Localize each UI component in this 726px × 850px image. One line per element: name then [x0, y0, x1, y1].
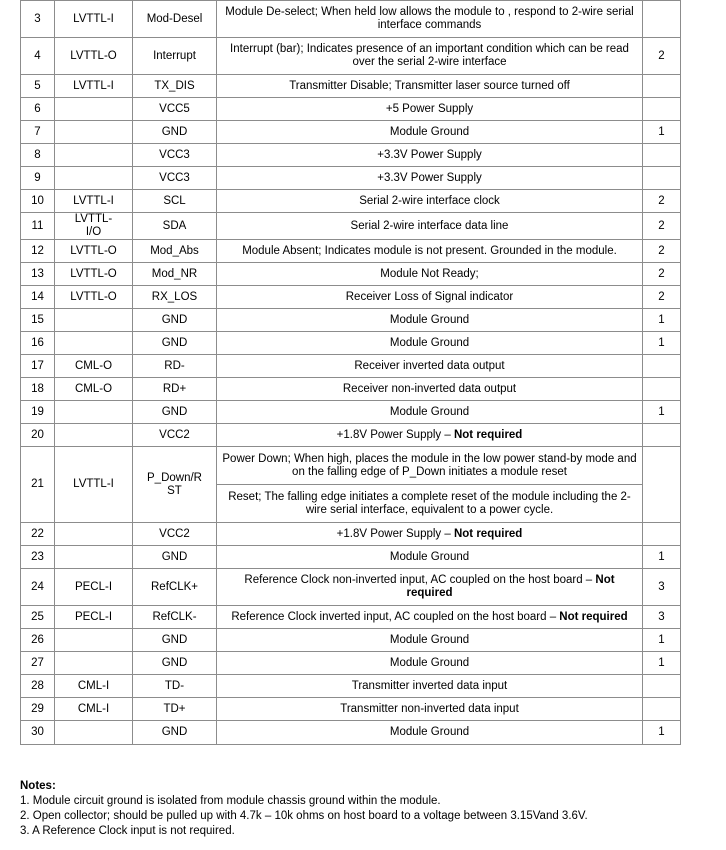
description-text: Receiver inverted data output: [354, 359, 505, 372]
logic-type: [55, 652, 133, 675]
description-text: Receiver Loss of Signal indicator: [345, 290, 514, 303]
pin-note: [643, 167, 681, 190]
pin-number: 6: [21, 98, 55, 121]
logic-type: [55, 424, 133, 447]
pin-symbol: Mod_NR: [133, 263, 217, 286]
logic-type: LVTTL- I/O: [55, 213, 133, 240]
pin-description: [217, 121, 643, 144]
pin-note: [643, 144, 681, 167]
description-text: Serial 2-wire interface clock: [359, 194, 500, 207]
pin-symbol: VCC5: [133, 98, 217, 121]
pin-symbol: RD+: [133, 378, 217, 401]
note-item: 1. Module circuit ground is isolated from module chassis ground within the module.: [20, 795, 441, 807]
pin-number: 30: [21, 721, 55, 745]
pin-note: [643, 378, 681, 401]
pin-number: 24: [21, 569, 55, 606]
pin-description: [217, 401, 643, 424]
table-row: [21, 675, 681, 698]
pin-symbol: VCC3: [133, 167, 217, 190]
pin-note: [643, 698, 681, 721]
pin-note: 1: [643, 546, 681, 569]
pin-note: 2: [643, 286, 681, 309]
logic-type: [55, 167, 133, 190]
table-row: [21, 698, 681, 721]
pin-symbol: VCC2: [133, 523, 217, 546]
pin-number: 4: [21, 38, 55, 75]
table-row: [21, 121, 681, 144]
pin-symbol: RD-: [133, 355, 217, 378]
pin-number: 26: [21, 629, 55, 652]
pin-symbol: GND: [133, 121, 217, 144]
table-row: [21, 652, 681, 675]
pin-number: 13: [21, 263, 55, 286]
pin-description: [217, 286, 643, 309]
pin-number: 10: [21, 190, 55, 213]
pin-note: 1: [643, 401, 681, 424]
pin-symbol: TX_DIS: [133, 75, 217, 98]
pin-symbol: GND: [133, 721, 217, 745]
notes-title: Notes:: [20, 780, 56, 792]
pin-number: 23: [21, 546, 55, 569]
logic-type: LVTTL-I: [55, 190, 133, 213]
logic-type: [55, 144, 133, 167]
pin-description: [217, 190, 643, 213]
pin-number: 15: [21, 309, 55, 332]
pin-symbol: Mod-Desel: [133, 1, 217, 38]
pin-symbol: TD+: [133, 698, 217, 721]
pin-description: [217, 569, 643, 606]
logic-type: LVTTL-O: [55, 38, 133, 75]
logic-type: [55, 546, 133, 569]
pin-description: [217, 424, 643, 447]
logic-type: PECL-I: [55, 606, 133, 629]
table-row: [21, 447, 681, 485]
pin-description: [217, 75, 643, 98]
pin-note: 3: [643, 606, 681, 629]
pin-description: [217, 629, 643, 652]
pin-description: [217, 485, 643, 523]
table-row: [21, 523, 681, 546]
pin-symbol: GND: [133, 401, 217, 424]
description-text: Interrupt (bar); Indicates presence of an important condition which can be read over the serial 2-wire interface: [230, 43, 629, 68]
pin-number: 27: [21, 652, 55, 675]
pin-symbol: RX_LOS: [133, 286, 217, 309]
pin-number: 14: [21, 286, 55, 309]
pin-note: 3: [643, 569, 681, 606]
pin-number: 28: [21, 675, 55, 698]
pin-symbol: P_Down/R ST: [133, 447, 217, 523]
pin-description: [217, 675, 643, 698]
pin-description: [217, 213, 643, 240]
table-row: [21, 424, 681, 447]
logic-type: PECL-I: [55, 569, 133, 606]
pin-number: 29: [21, 698, 55, 721]
table-row: [21, 190, 681, 213]
pin-description: [217, 240, 643, 263]
description-text: +5 Power Supply: [385, 102, 474, 115]
description-text: Receiver non-inverted data output: [342, 382, 517, 395]
pin-symbol: TD-: [133, 675, 217, 698]
description-text: Module Ground: [389, 633, 470, 646]
logic-type: LVTTL-O: [55, 286, 133, 309]
table-row: [21, 629, 681, 652]
description-text: Power Down; When high, places the module in the low power stand-by mode and on the falling edge of P_Down initiates a module reset: [222, 452, 637, 478]
pin-description: [217, 309, 643, 332]
table-row: [21, 38, 681, 75]
pin-note: 1: [643, 652, 681, 675]
description-text: Module Ground: [389, 336, 470, 349]
pin-note: 1: [643, 629, 681, 652]
pin-description: [217, 447, 643, 485]
logic-type: LVTTL-I: [55, 447, 133, 523]
logic-type: LVTTL-I: [55, 1, 133, 38]
pin-note: 2: [643, 38, 681, 75]
pin-note: 1: [643, 332, 681, 355]
pin-number: 25: [21, 606, 55, 629]
logic-type: CML-I: [55, 698, 133, 721]
pin-symbol: GND: [133, 629, 217, 652]
logic-type: CML-I: [55, 675, 133, 698]
table-row: [21, 144, 681, 167]
logic-type: [55, 309, 133, 332]
pin-description: [217, 721, 643, 745]
pin-number: 8: [21, 144, 55, 167]
note-item: 2. Open collector; should be pulled up with 4.7k – 10k ohms on host board to a voltage between 3.15Vand 3.6V.: [20, 810, 588, 822]
logic-type: LVTTL-I: [55, 75, 133, 98]
pin-symbol: Interrupt: [133, 38, 217, 75]
pin-number: 18: [21, 378, 55, 401]
pin-symbol: RefCLK+: [133, 569, 217, 606]
table-row: [21, 606, 681, 629]
pin-number: 3: [21, 1, 55, 38]
pin-number: 9: [21, 167, 55, 190]
description-text: Module Ground: [389, 550, 470, 563]
pin-number: 19: [21, 401, 55, 424]
table-row: [21, 569, 681, 606]
pin-note: 1: [643, 121, 681, 144]
pin-description: [217, 98, 643, 121]
pin-description: [217, 167, 643, 190]
pin-description: [217, 144, 643, 167]
pin-symbol: GND: [133, 309, 217, 332]
pin-number: 12: [21, 240, 55, 263]
table-row: [21, 98, 681, 121]
pin-description: [217, 332, 643, 355]
logic-type: [55, 401, 133, 424]
not-required-label: Not required: [453, 428, 523, 441]
pin-symbol: Mod_Abs: [133, 240, 217, 263]
pin-description: [217, 698, 643, 721]
pin-note: [643, 75, 681, 98]
logic-type: LVTTL-O: [55, 240, 133, 263]
description-text: Module Ground: [389, 405, 470, 418]
pin-number: 5: [21, 75, 55, 98]
pin-symbol: GND: [133, 652, 217, 675]
description-text: Module De-select; When held low allows the module to , respond to 2-wire serial interface commands: [225, 6, 634, 31]
not-required-label: Not required: [453, 527, 523, 540]
pin-note: [643, 1, 681, 38]
table-row: [21, 378, 681, 401]
pin-number: 16: [21, 332, 55, 355]
logic-type: CML-O: [55, 355, 133, 378]
pin-symbol: VCC3: [133, 144, 217, 167]
description-text: +1.8V Power Supply –: [336, 527, 454, 540]
description-text: Serial 2-wire interface data line: [350, 219, 509, 232]
logic-type: [55, 629, 133, 652]
pin-number: 21: [21, 447, 55, 523]
not-required-label: Not required: [559, 610, 628, 623]
description-text: Module Ground: [389, 125, 470, 138]
pin-number: 20: [21, 424, 55, 447]
pin-symbol: GND: [133, 546, 217, 569]
description-text: +3.3V Power Supply: [377, 148, 482, 161]
pin-note: 2: [643, 263, 681, 286]
pin-description: [217, 546, 643, 569]
pin-note: [643, 355, 681, 378]
logic-type: [55, 332, 133, 355]
pin-note: 1: [643, 721, 681, 745]
description-text: Module Ground: [389, 656, 470, 669]
table-row: [21, 75, 681, 98]
table-row: [21, 332, 681, 355]
pin-description: [217, 263, 643, 286]
description-text: Reference Clock non-inverted input, AC coupled on the host board –: [244, 574, 596, 586]
pin-description: [217, 606, 643, 629]
logic-type: [55, 121, 133, 144]
description-text: Transmitter non-inverted data input: [340, 702, 519, 715]
logic-type: [55, 721, 133, 745]
pin-description: [217, 652, 643, 675]
pin-definition-table: [20, 0, 681, 745]
pin-note: [643, 447, 681, 523]
pin-symbol: SDA: [133, 213, 217, 240]
pin-number: 11: [21, 213, 55, 240]
pin-note: [643, 523, 681, 546]
description-text: Module Ground: [389, 726, 470, 738]
table-row: [21, 721, 681, 745]
description-text: Module Absent; Indicates module is not present. Grounded in the module.: [242, 244, 617, 257]
pin-description: [217, 378, 643, 401]
table-row: [21, 401, 681, 424]
pin-number: 7: [21, 121, 55, 144]
pin-description: [217, 1, 643, 38]
notes-section: [20, 779, 588, 839]
table-row: [21, 309, 681, 332]
table-row: [21, 240, 681, 263]
description-text: Transmitter inverted data input: [351, 679, 508, 692]
description-text: +3.3V Power Supply: [377, 171, 482, 184]
description-text: Reset; The falling edge initiates a complete reset of the module including the 2-wire serial interface, equivalent to a power cycle.: [228, 490, 631, 516]
pin-note: 1: [643, 309, 681, 332]
table-row: [21, 263, 681, 286]
description-text: +1.8V Power Supply –: [336, 428, 454, 441]
pin-note: [643, 98, 681, 121]
table-row: [21, 213, 681, 240]
description-text: Transmitter Disable; Transmitter laser source turned off: [289, 79, 570, 92]
pin-symbol: VCC2: [133, 424, 217, 447]
table-row: [21, 546, 681, 569]
description-text: Module Not Ready;: [380, 267, 479, 280]
not-required-label: Not required: [406, 574, 615, 599]
description-text: Module Ground: [389, 313, 470, 326]
description-text: Reference Clock inverted input, AC coupled on the host board –: [231, 610, 560, 623]
table-row: [21, 355, 681, 378]
logic-type: LVTTL-O: [55, 263, 133, 286]
pin-symbol: SCL: [133, 190, 217, 213]
table-row: [21, 167, 681, 190]
pin-number: 22: [21, 523, 55, 546]
pin-description: [217, 355, 643, 378]
logic-type: [55, 98, 133, 121]
pin-note: 2: [643, 213, 681, 240]
note-item: 3. A Reference Clock input is not required.: [20, 825, 235, 837]
pin-description: [217, 38, 643, 75]
pin-symbol: GND: [133, 332, 217, 355]
pin-description: [217, 523, 643, 546]
pin-note: 2: [643, 190, 681, 213]
pin-note: [643, 424, 681, 447]
logic-type: [55, 523, 133, 546]
logic-type: CML-O: [55, 378, 133, 401]
pin-note: 2: [643, 240, 681, 263]
table-row: [21, 1, 681, 38]
pin-number: 17: [21, 355, 55, 378]
pin-symbol: RefCLK-: [133, 606, 217, 629]
pin-note: [643, 675, 681, 698]
table-row: [21, 286, 681, 309]
